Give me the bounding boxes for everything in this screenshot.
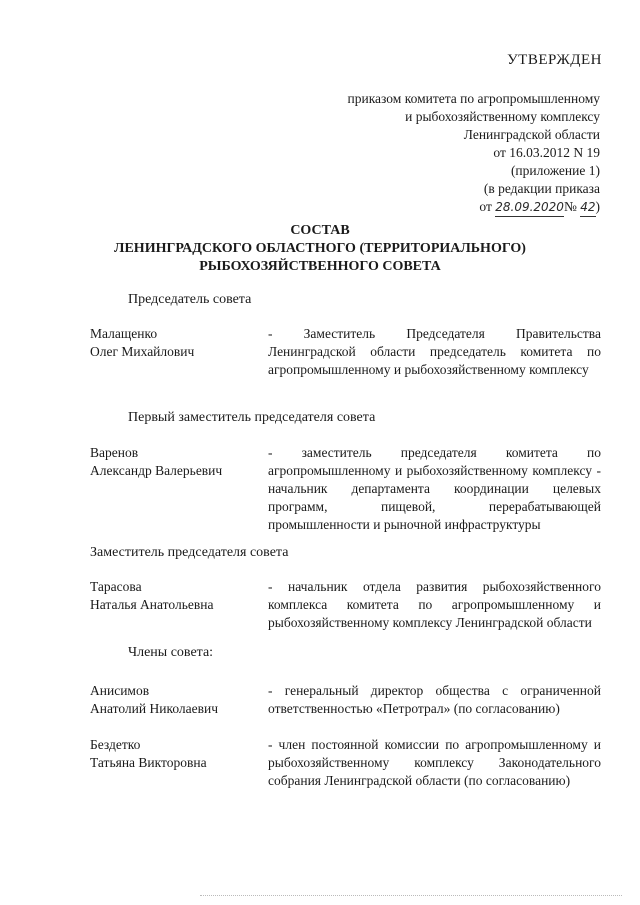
revision-line xyxy=(300,198,600,217)
member-given-names: Татьяна Викторовна xyxy=(90,755,207,770)
order-line: (приложение 1) xyxy=(510,163,600,178)
section-chairman: Председатель совета xyxy=(128,292,252,307)
member-given-names: Анатолий Николаевич xyxy=(90,701,218,716)
order-line: (в редакции приказа xyxy=(483,181,600,196)
member-name xyxy=(90,578,265,614)
order-line: приказом комитета по агропромышленному xyxy=(347,91,600,106)
revision-number-label: № xyxy=(563,199,577,214)
member-surname: Малащенко xyxy=(90,326,158,341)
member-name xyxy=(90,736,265,772)
revision-date: 28.09.2020 xyxy=(495,200,564,214)
member-name xyxy=(90,444,265,480)
document-title xyxy=(0,222,640,276)
member-position: - Заместитель Председателя Правительства Ленинградской области председатель комитета по агропромышленному и рыбохозяйственному комплексу xyxy=(268,326,601,377)
section-first-deputy: Первый заместитель председателя совета xyxy=(128,410,376,425)
revision-number: 42 xyxy=(580,200,596,214)
order-reference xyxy=(300,90,600,217)
section-members: Члены совета: xyxy=(128,645,214,660)
order-line: Ленинградской области xyxy=(463,127,600,142)
approved-stamp: УТВЕРЖДЕН xyxy=(507,52,602,68)
member-given-names: Олег Михайлович xyxy=(90,344,195,359)
title-line: ЛЕНИНГРАДСКОГО ОБЛАСТНОГО (ТЕРРИТОРИАЛЬНОГО) xyxy=(114,241,526,256)
revision-date-field xyxy=(495,198,564,217)
member-name xyxy=(90,682,265,718)
member-given-names: Наталья Анатольевна xyxy=(90,597,214,612)
member-surname: Анисимов xyxy=(90,683,150,698)
section-deputy: Заместитель председателя совета xyxy=(90,545,289,560)
member-position: - генеральный директор общества с ограниченной ответственностью «Петротрал» (по согласованию) xyxy=(268,683,601,716)
title-line: СОСТАВ xyxy=(290,223,350,238)
member-surname: Варенов xyxy=(90,445,139,460)
order-line: от 16.03.2012 N 19 xyxy=(493,145,600,160)
scan-edge-divider xyxy=(200,895,622,896)
revision-close: ) xyxy=(595,199,600,214)
member-position: - член постоянной комиссии по агропромышленному и рыбохозяйственному комплексу Законодательного собрания Ленинградской области (по согласованию) xyxy=(268,737,601,788)
revision-prefix: от xyxy=(479,199,492,214)
order-line: и рыбохозяйственному комплексу xyxy=(405,109,600,124)
member-given-names: Александр Валерьевич xyxy=(90,463,223,478)
member-position: - заместитель председателя комитета по агропромышленному и рыбохозяйственному комплексу - начальник департамента координации целевых программ, пищевой, перерабатывающей промышленности и рыночной инфраструктуры xyxy=(268,445,601,532)
title-line: РЫБОХОЗЯЙСТВЕННОГО СОВЕТА xyxy=(199,259,441,274)
member-surname: Бездетко xyxy=(90,737,141,752)
revision-number-field xyxy=(580,198,595,217)
member-name xyxy=(90,325,265,361)
member-position: - начальник отдела развития рыбохозяйственного комплекса комитета по агропромышленному и рыбохозяйственному комплексу Ленинградской области xyxy=(268,579,601,630)
member-surname: Тарасова xyxy=(90,579,142,594)
